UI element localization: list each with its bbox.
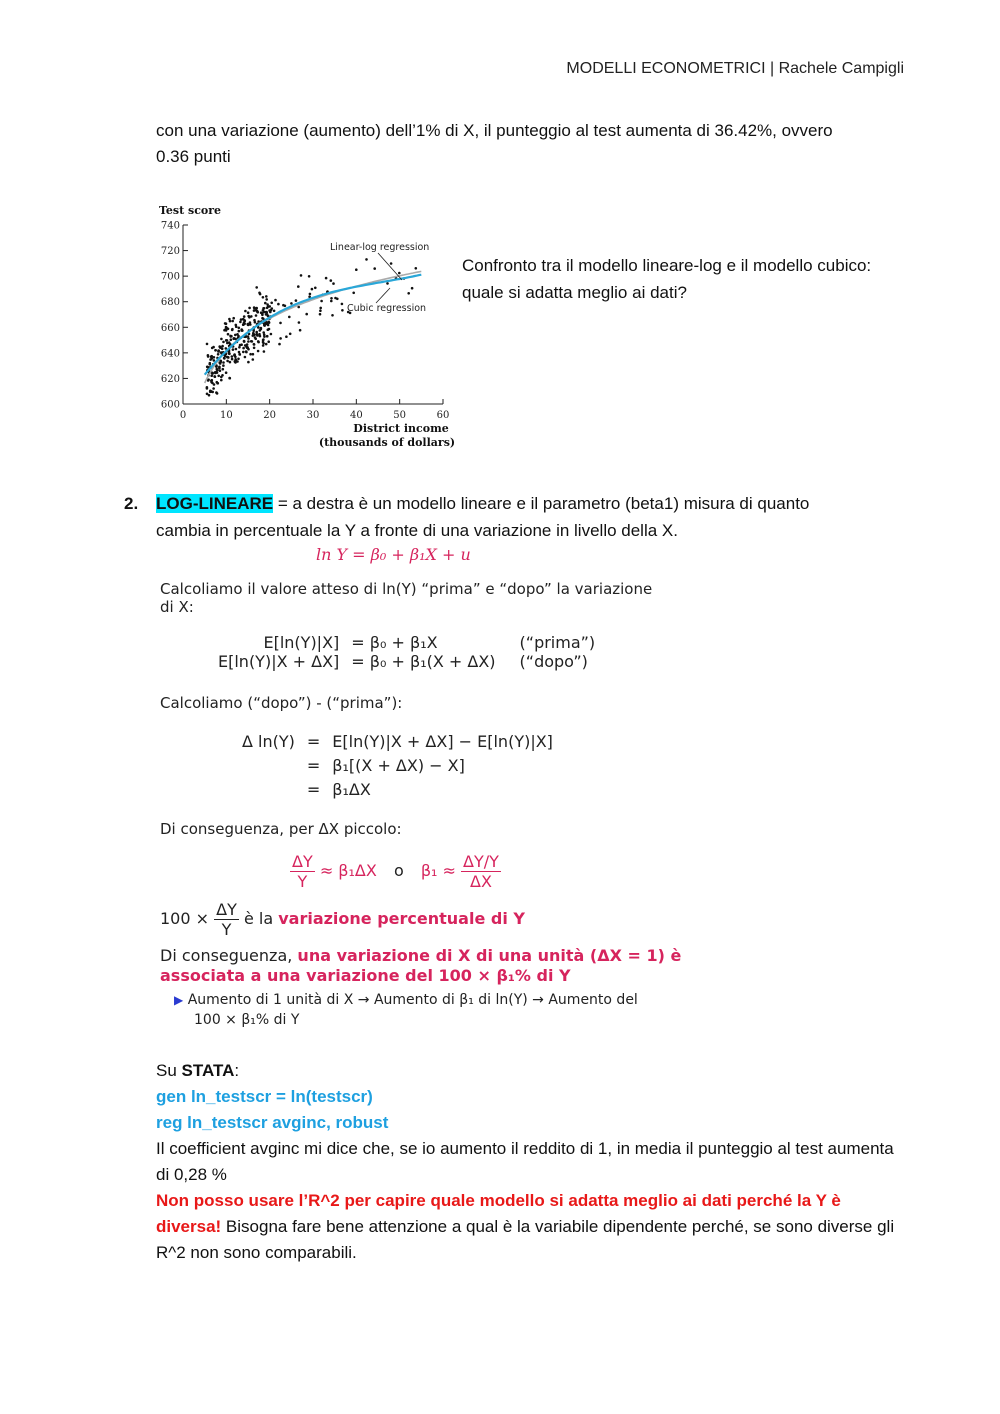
- data-point: [243, 321, 246, 324]
- data-point: [300, 274, 303, 277]
- data-point: [223, 357, 226, 360]
- data-point: [229, 361, 232, 364]
- x-tick-label: 40: [349, 410, 363, 421]
- data-point: [252, 332, 255, 335]
- scatter-chart: [150, 198, 460, 458]
- data-point: [228, 341, 231, 344]
- intro-line-1: con una variazione (aumento) dell’1% di X, il punteggio al test aumenta di 36.42%, ovvero: [156, 121, 833, 140]
- percent-change-line: 100 × $\frac{\Delta Y}{Y}$ è la variazione percentuale di Y: [160, 900, 525, 939]
- data-point: [288, 316, 291, 319]
- data-point: [225, 326, 228, 329]
- data-point: [407, 292, 410, 295]
- data-point: [319, 309, 322, 312]
- data-point: [260, 327, 263, 330]
- data-point: [238, 351, 241, 354]
- stata-command-gen: gen ln_testscr = ln(testscr): [156, 1087, 373, 1106]
- data-point: [248, 307, 251, 310]
- data-point: [240, 318, 243, 321]
- data-point: [224, 322, 227, 325]
- eq2-right: (“dopo”): [519, 652, 588, 671]
- data-point: [305, 313, 308, 316]
- data-point: [247, 315, 250, 318]
- y-tick-label: 720: [160, 246, 180, 258]
- data-point: [253, 347, 256, 350]
- data-point: [308, 275, 311, 278]
- data-point: [255, 314, 258, 317]
- data-point: [299, 329, 302, 332]
- data-point: [411, 287, 414, 290]
- coefficient-interpretation: Il coefficient avginc mi dice che, se io aumento il reddito di 1, in media il punteggio al test aumenta di 0,28 %: [156, 1139, 894, 1184]
- data-point: [277, 303, 280, 306]
- eq1-mid: = β₀ + β₁X: [351, 633, 438, 652]
- r2-warning-paragraph: Non posso usare l’R^2 per capire quale modello si adatta meglio ai dati perché la Y è diversa! Bisogna fare bene attenzione a qual è la variabile dipendente perché, se sono diverse gli R^2 non sono comparabili.: [156, 1191, 895, 1262]
- data-point: [218, 345, 221, 348]
- data-point: [206, 343, 209, 346]
- data-point: [220, 338, 223, 341]
- data-point: [230, 338, 233, 341]
- data-point: [267, 340, 270, 343]
- data-point: [249, 353, 252, 356]
- data-point: [256, 310, 259, 313]
- data-point: [341, 309, 344, 312]
- page-header: MODELLI ECONOMETRICI | Rachele Campigli: [566, 60, 904, 77]
- data-point: [330, 279, 333, 282]
- data-point: [290, 302, 293, 305]
- data-point: [334, 297, 337, 300]
- data-point: [229, 335, 232, 338]
- data-point: [225, 371, 228, 374]
- eq2-mid: = β₀ + β₁(X + ΔX): [351, 652, 496, 671]
- stata-section: Su STATA: gen ln_testscr = ln(testscr) reg ln_testscr avginc, robust Il coefficient avginc mi dice che, se io aumento il reddito di 1, in media il punteggio al test aumenta di 0,28 % Non posso usare l’R^2 per capire quale modello si adatta meglio ai dati perché la Y è diversa! Bisogna fare bene attenzione a qual è la variabile dipendente perché, se sono diverse gli R^2 non sono comparabili.: [156, 1058, 896, 1266]
- data-point: [219, 369, 222, 372]
- eq1-right: (“prima”): [519, 633, 596, 652]
- data-point: [273, 310, 276, 313]
- x-tick-label: 20: [263, 410, 277, 421]
- data-point: [259, 329, 262, 332]
- triangle-bullet-icon: ▶: [174, 993, 184, 1007]
- data-point: [325, 277, 328, 280]
- diff-line-2: β₁[(X + ΔX) − X]: [332, 756, 465, 775]
- fraction-beta: $\frac{\Delta Y/Y}{\Delta X}$: [463, 852, 499, 891]
- fraction-pct: $\frac{\Delta Y}{Y}$: [216, 900, 237, 939]
- data-point: [211, 347, 214, 350]
- data-point: [262, 344, 265, 347]
- data-point: [207, 379, 210, 382]
- annotation-linear-log: Linear-log regression: [330, 242, 430, 253]
- data-point: [216, 381, 219, 384]
- data-point: [231, 355, 234, 358]
- data-point: [232, 348, 235, 351]
- data-point: [252, 353, 255, 356]
- data-point: [226, 356, 229, 359]
- data-point: [268, 328, 271, 331]
- data-point: [257, 350, 260, 353]
- data-point: [279, 337, 282, 340]
- y-tick-label: 640: [160, 348, 180, 360]
- data-point: [267, 324, 270, 327]
- data-point: [210, 374, 213, 377]
- data-point: [253, 306, 256, 309]
- data-point: [311, 288, 314, 291]
- data-point: [253, 343, 256, 346]
- data-point: [250, 340, 253, 343]
- data-point: [218, 366, 221, 369]
- calc-expected-line-b: di X:: [160, 598, 194, 616]
- data-point: [365, 258, 368, 261]
- data-point: [279, 322, 282, 325]
- data-point: [213, 375, 216, 378]
- data-point: [207, 354, 210, 357]
- calc-expected-text: [160, 580, 652, 616]
- data-point: [271, 307, 274, 310]
- data-point: [234, 360, 237, 363]
- x-tick-label: 60: [436, 410, 450, 421]
- data-point: [266, 313, 269, 316]
- data-point: [261, 312, 264, 315]
- data-point: [220, 379, 223, 382]
- data-point: [209, 362, 212, 365]
- data-point: [213, 383, 216, 386]
- data-point: [263, 350, 266, 353]
- data-point: [265, 311, 268, 314]
- data-point: [228, 352, 231, 355]
- data-point: [225, 339, 228, 342]
- data-point: [314, 287, 317, 290]
- y-tick-label: 740: [160, 220, 180, 232]
- y-tick-label: 600: [160, 399, 180, 411]
- data-point: [211, 391, 214, 394]
- data-point: [274, 299, 277, 302]
- data-point: [216, 368, 219, 371]
- data-point: [266, 307, 269, 310]
- data-point: [331, 314, 334, 317]
- data-point: [214, 349, 217, 352]
- data-point: [264, 302, 267, 305]
- stata-command-reg: reg ln_testscr avginc, robust: [156, 1113, 389, 1132]
- data-point: [233, 354, 236, 357]
- data-point: [258, 333, 261, 336]
- data-point: [247, 340, 250, 343]
- data-point: [214, 371, 217, 374]
- data-point: [236, 360, 239, 363]
- data-point: [219, 361, 222, 364]
- data-point: [232, 338, 235, 341]
- data-point: [270, 333, 273, 336]
- data-point: [222, 341, 225, 344]
- data-point: [265, 343, 268, 346]
- data-point: [217, 375, 220, 378]
- data-point: [341, 303, 344, 306]
- data-point: [239, 344, 242, 347]
- data-point: [247, 311, 250, 314]
- data-point: [242, 347, 245, 350]
- data-point: [244, 310, 247, 313]
- diff-eq-3: =: [306, 780, 321, 799]
- model-equation: ln Y = β₀ + β₁X + u: [316, 545, 471, 564]
- data-point: [227, 328, 230, 331]
- data-point: [235, 325, 238, 328]
- data-point: [266, 303, 269, 306]
- fraction-dy-y: $\frac{\Delta Y}{Y}$: [292, 852, 313, 891]
- data-point: [238, 346, 241, 349]
- data-point: [239, 321, 242, 324]
- data-point: [210, 381, 213, 384]
- data-point: [263, 333, 266, 336]
- x-tick-label: 0: [179, 410, 187, 421]
- data-point: [237, 358, 240, 361]
- data-point: [245, 350, 248, 353]
- data-point: [213, 359, 216, 362]
- expected-values-equations: [212, 633, 601, 671]
- data-point: [229, 320, 232, 323]
- list-item-log-lineare: [124, 490, 904, 544]
- data-point: [206, 366, 209, 369]
- data-point: [270, 302, 273, 305]
- data-point: [212, 387, 215, 390]
- data-point: [235, 348, 238, 351]
- data-point: [247, 323, 250, 326]
- eq2-left: E[ln(Y)|X + ΔX]: [218, 652, 340, 671]
- data-point: [252, 358, 255, 361]
- x-axis-label-line1: District income: [353, 422, 449, 435]
- calc-expected-line-a: Calcoliamo il valore atteso di ln(Y) “prima” e “dopo” la variazione: [160, 580, 653, 598]
- data-point: [415, 267, 418, 270]
- annotation-linear-log-pointer: [378, 253, 402, 280]
- bullet-increase: ▶ Aumento di 1 unità di X → Aumento di β₁ di ln(Y) → Aumento del 100 × β₁% di Y: [174, 992, 638, 1028]
- data-point: [222, 368, 225, 371]
- data-point: [238, 327, 241, 330]
- data-point: [319, 313, 322, 316]
- data-point: [250, 315, 253, 318]
- data-point: [234, 334, 237, 337]
- data-point: [221, 374, 224, 377]
- data-point: [352, 292, 355, 295]
- data-point: [247, 361, 250, 364]
- data-point: [278, 343, 281, 346]
- data-point: [222, 364, 225, 367]
- data-point: [262, 309, 265, 312]
- data-point: [231, 358, 234, 361]
- data-point: [226, 360, 229, 363]
- data-point: [355, 268, 358, 271]
- difference-equations: [236, 730, 559, 802]
- y-tick-label: 660: [160, 322, 180, 334]
- data-point: [330, 297, 333, 300]
- consequence-unit-change: Di conseguenza, una variazione di X di una unità (ΔX = 1) è associata a una variazione del 100 × β₁% di Y: [160, 946, 682, 985]
- item2-text-2: cambia in percentuale la Y a fronte di una variazione in livello della X.: [156, 521, 678, 540]
- data-point: [265, 298, 268, 301]
- diff-eq-1: =: [306, 732, 321, 751]
- data-point: [231, 320, 234, 323]
- x-axis-label-line2: (thousands of dollars): [318, 436, 456, 449]
- data-point: [285, 335, 288, 338]
- data-point: [232, 317, 235, 320]
- data-point: [215, 391, 218, 394]
- data-point: [255, 333, 258, 336]
- data-point: [221, 345, 224, 348]
- data-point: [206, 386, 209, 389]
- data-point: [213, 356, 216, 359]
- data-point: [227, 333, 230, 336]
- data-point: [222, 361, 225, 364]
- diff-line-3: β₁ΔX: [332, 780, 371, 799]
- x-tick-label: 50: [393, 410, 407, 421]
- eq1-left: E[ln(Y)|X]: [263, 633, 340, 652]
- data-point: [240, 328, 243, 331]
- data-point: [262, 331, 265, 334]
- data-point: [263, 324, 266, 327]
- data-point: [398, 272, 401, 275]
- data-point: [266, 335, 269, 338]
- data-point: [257, 340, 260, 343]
- data-point: [217, 350, 220, 353]
- data-point: [373, 267, 376, 270]
- data-point: [257, 320, 260, 323]
- calc-difference-text: Calcoliamo (“dopo”) - (“prima”):: [160, 694, 403, 712]
- annotation-cubic-pointer: [376, 288, 390, 303]
- chart-caption: Confronto tra il modello lineare-log e il modello cubico: quale si adatta meglio ai dati?: [462, 256, 872, 302]
- diff-line-1: E[ln(Y)|X + ΔX] − E[ln(Y)|X]: [332, 732, 553, 751]
- y-tick-label: 700: [160, 271, 180, 283]
- data-point: [289, 333, 292, 336]
- data-point: [254, 336, 257, 339]
- data-point: [249, 321, 252, 324]
- data-point: [238, 353, 241, 356]
- data-point: [243, 340, 246, 343]
- data-point: [258, 292, 261, 295]
- data-point: [262, 296, 265, 299]
- data-point: [320, 300, 323, 303]
- data-point: [236, 333, 239, 336]
- data-point: [330, 300, 333, 303]
- data-point: [242, 351, 245, 354]
- y-tick-label: 680: [160, 297, 180, 309]
- data-point: [247, 335, 250, 338]
- consequence-text: Di conseguenza, per ΔX piccolo:: [160, 820, 402, 838]
- data-point: [231, 329, 234, 332]
- data-point: [238, 330, 241, 333]
- item2-text-1: = a destra è un modello lineare e il parametro (beta1) misura di quanto: [273, 494, 810, 513]
- data-point: [242, 318, 245, 321]
- data-point: [217, 353, 220, 356]
- data-point: [224, 328, 227, 331]
- data-point: [265, 295, 268, 298]
- data-point: [220, 351, 223, 354]
- data-point: [390, 262, 393, 265]
- data-point: [206, 393, 209, 396]
- data-point: [332, 282, 335, 285]
- annotation-cubic: Cubic regression: [347, 303, 427, 314]
- approximation-formula: $\frac{\Delta Y}{Y}$ ≈ β₁ΔX o β₁ ≈ $\frac{\Delta Y/Y}{\Delta X}$: [292, 852, 499, 891]
- data-point: [298, 321, 301, 324]
- data-point: [255, 286, 258, 289]
- intro-paragraph: [156, 118, 896, 170]
- list-number: 2.: [124, 494, 139, 513]
- data-point: [228, 377, 231, 380]
- data-point: [243, 315, 246, 318]
- data-point: [246, 343, 249, 346]
- data-point: [309, 293, 312, 296]
- data-point: [253, 319, 256, 322]
- data-point: [246, 346, 249, 349]
- data-point: [297, 285, 300, 288]
- x-tick-label: 30: [306, 410, 320, 421]
- data-point: [319, 307, 322, 310]
- data-point: [267, 321, 270, 324]
- data-point: [295, 299, 298, 302]
- highlight-term: LOG-LINEARE: [156, 494, 274, 513]
- data-point: [209, 390, 212, 393]
- data-point: [262, 341, 265, 344]
- x-tick-label: 10: [219, 410, 233, 421]
- diff-left: Δ ln(Y): [242, 732, 295, 751]
- diff-eq-2: =: [306, 756, 321, 775]
- intro-line-2: 0.36 punti: [156, 147, 231, 166]
- data-point: [269, 311, 272, 314]
- y-tick-label: 620: [160, 373, 180, 385]
- data-point: [244, 356, 247, 359]
- data-point: [282, 304, 285, 307]
- chart-title: Test score: [159, 204, 222, 217]
- data-point: [386, 282, 389, 285]
